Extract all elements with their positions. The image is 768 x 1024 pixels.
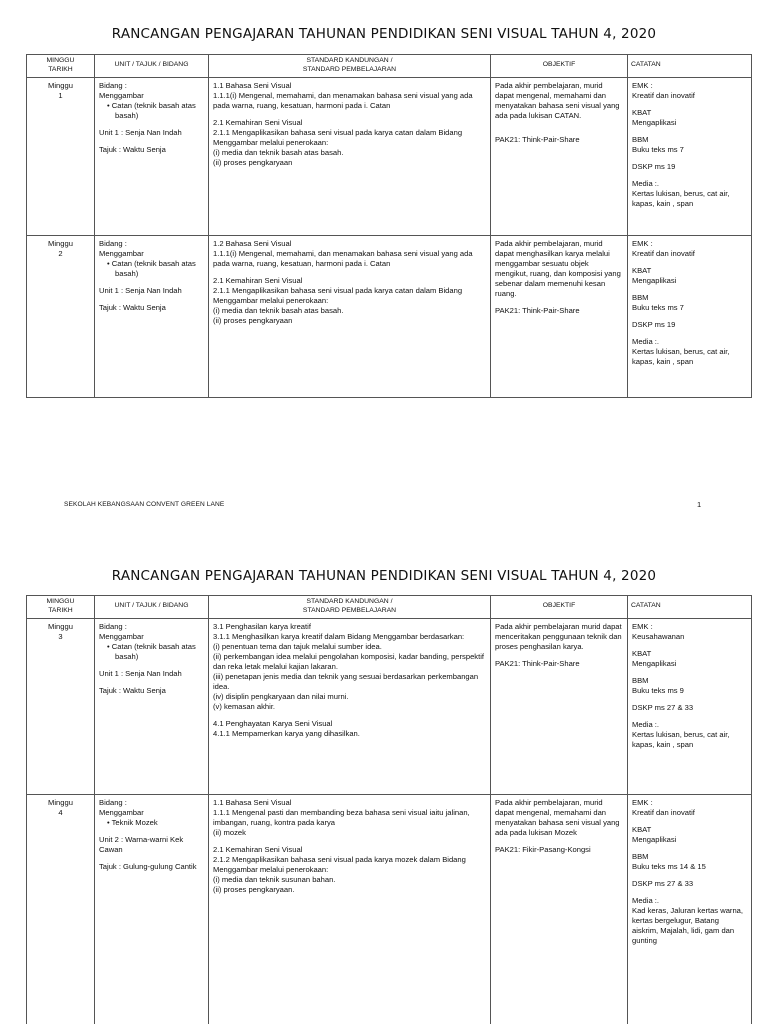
plan-table — [26, 595, 752, 1024]
cell-line: (i) media dan teknik basah atas basah. — [213, 306, 344, 316]
footer-school-name: SEKOLAH KEBANGSAAN CONVENT GREEN LANE — [64, 501, 225, 508]
cell-line: 3 — [58, 631, 63, 641]
header-unit: UNIT / TAJUK / BIDANG — [95, 55, 209, 78]
cell-line: Tajuk : Gulung-gulung Cantik — [99, 862, 197, 872]
standard-cell — [209, 794, 491, 1024]
footer-page-number: 1 — [697, 500, 702, 509]
cell-line — [632, 172, 747, 179]
cell-line: • Catan (teknik basah atas basah) — [107, 100, 196, 120]
cell-line — [495, 128, 623, 135]
cell-line: BBM — [632, 852, 649, 861]
cell-line: 2 — [58, 248, 63, 258]
cell-line: KBAT — [632, 648, 652, 658]
cell-line: Kreatif dan inovatif — [632, 807, 695, 817]
cell-line: (i) media dan teknik susunan bahan. — [213, 875, 336, 885]
table-row — [27, 235, 752, 397]
cell-line: Media :. — [632, 179, 660, 189]
cell-line: Tajuk : Waktu Senja — [99, 303, 166, 313]
cell-line — [632, 101, 747, 108]
cell-line: Minggu — [48, 621, 73, 631]
cell-line: • Catan (teknik basah atas basah) — [107, 258, 196, 278]
cell-line: Pada akhir pembelajaran, murid dapat mengenal, memahami dan menyatakan bahasa seni visual yang ada pada lukisan Mozek — [495, 797, 620, 837]
cell-line — [632, 286, 747, 293]
cell-line: (ii) proses pengkaryaan — [213, 316, 293, 326]
objective-cell — [491, 618, 628, 794]
cell-line — [213, 838, 486, 845]
header-objective: OBJEKTIF — [491, 55, 628, 78]
cell-line — [495, 121, 623, 128]
cell-line — [632, 696, 747, 703]
objective-cell — [491, 794, 628, 1024]
cell-line: Mengaplikasi — [632, 117, 677, 127]
unit-cell — [95, 235, 209, 397]
notes-cell — [628, 77, 752, 235]
cell-line: PAK21: Think-Pair-Share — [495, 135, 580, 144]
cell-line: Media :. — [632, 720, 660, 730]
standard-cell — [209, 618, 491, 794]
cell-line: (i) penentuan tema dan tajuk melalui sumber idea. — [213, 641, 382, 651]
page-title: RANCANGAN PENGAJARAN TAHUNAN PENDIDIKAN SENI VISUAL TAHUN 4, 2020 — [111, 26, 657, 42]
cell-line: Unit 1 : Senja Nan Indah — [99, 128, 182, 137]
header-objective: OBJEKTIF — [491, 596, 628, 619]
cell-line: (iii) penetapan jenis media dan teknik yang sesuai berdasarkan perkembangan idea. — [213, 672, 479, 692]
cell-line: Keusahawanan — [632, 631, 685, 641]
header-week: MINGGU TARIKH — [27, 55, 95, 78]
cell-line — [632, 889, 747, 896]
cell-line: Bidang : — [99, 238, 127, 248]
cell-line — [632, 713, 747, 720]
cell-line — [632, 669, 747, 676]
cell-line — [213, 712, 486, 719]
cell-line — [632, 818, 747, 825]
cell-line: Kad keras, Jaluran kertas warna, kertas bergelugur, Batang aiskrim, Majalah, lidi, gam dan gunting — [632, 906, 744, 946]
cell-line: KBAT — [632, 107, 652, 117]
cell-line: • Teknik Mozek — [107, 817, 158, 827]
table-header-row — [27, 55, 752, 78]
cell-line — [632, 313, 747, 320]
cell-line: Media :. — [632, 896, 660, 906]
cell-line: Pada akhir pembelajaran murid dapat menceritakan penggunaan teknik dan proses penghasilan karya. — [495, 621, 622, 651]
page-title: RANCANGAN PENGAJARAN TAHUNAN PENDIDIKAN SENI VISUAL TAHUN 4, 2020 — [111, 568, 657, 584]
unit-cell — [95, 77, 209, 235]
header-notes: CATATAN — [628, 596, 752, 619]
cell-line — [495, 652, 623, 659]
cell-line: (ii) perkembangan idea melalui pengolahan komposisi, kadar banding, perspektif dan reka letak melalui kajian lakaran. — [213, 651, 485, 671]
cell-line: PAK21: Fikir-Pasang-Kongsi — [495, 845, 591, 854]
cell-line — [99, 296, 204, 303]
cell-line — [99, 121, 204, 128]
cell-line: Bidang : — [99, 80, 127, 90]
cell-line — [632, 845, 747, 852]
cell-line: 2.1.1 Mengaplikasikan bahasa seni visual pada karya catan dalam Bidang Menggambar melalui penerokaan: — [213, 286, 463, 306]
cell-line: Buku teks ms 14 & 15 — [632, 862, 706, 872]
header-standard: STANDARD KANDUNGAN / STANDARD PEMBELAJARAN — [209, 55, 491, 78]
cell-line: 1.1.1(i) Mengenal, memahami, dan menamakan bahasa seni visual yang ada pada warna, ruang, kesatuan, harmoni pada i. Catan — [213, 90, 473, 110]
cell-line — [99, 855, 204, 862]
week-cell — [27, 77, 95, 235]
cell-line: Tajuk : Waktu Senja — [99, 686, 166, 696]
cell-line: 1.1 Bahasa Seni Visual — [213, 797, 292, 807]
cell-line: Bidang : — [99, 621, 127, 631]
plan-table — [26, 54, 752, 398]
cell-line: 2.1 Kemahiran Seni Visual — [213, 845, 303, 854]
cell-line — [632, 155, 747, 162]
notes-cell — [628, 618, 752, 794]
cell-line: KBAT — [632, 265, 652, 275]
cell-line: (iv) disiplin pengkaryaan dan nilai murni. — [213, 692, 349, 702]
cell-line: 4.1 Penghayatan Karya Seni Visual — [213, 719, 333, 729]
cell-line: Mengaplikasi — [632, 275, 677, 285]
cell-line: Kreatif dan inovatif — [632, 248, 695, 258]
cell-line: Kertas lukisan, berus, cat air, kapas, kain , span — [632, 730, 730, 750]
cell-line: Mengaplikasi — [632, 834, 677, 844]
cell-line: 2.1 Kemahiran Seni Visual — [213, 275, 303, 285]
header-week: MINGGU TARIKH — [27, 596, 95, 619]
cell-line: 2.1.2 Mengaplikasikan bahasa seni visual pada karya mozek dalam Bidang Menggambar melalui penerokaan: — [213, 855, 466, 875]
standard-cell — [209, 77, 491, 235]
cell-line: DSKP ms 19 — [632, 162, 676, 172]
cell-line: Unit 2 : Warna-warni Kek Cawan — [99, 834, 184, 854]
cell-line — [213, 269, 486, 276]
cell-line — [99, 679, 204, 686]
cell-line: DSKP ms 27 & 33 — [632, 703, 694, 713]
cell-line: Buku teks ms 9 — [632, 686, 684, 696]
header-notes: CATATAN — [628, 55, 752, 78]
notes-cell — [628, 794, 752, 1024]
week-cell — [27, 235, 95, 397]
cell-line: Unit 1 : Senja Nan Indah — [99, 669, 182, 678]
cell-line: 4.1.1 Mempamerkan karya yang dihasilkan. — [213, 729, 360, 739]
cell-line: 1.1.1 Mengenal pasti dan membanding beza bahasa seni visual iaitu jalinan, imbangan, ruang, kontra pada karya — [213, 807, 470, 827]
cell-line: (ii) proses pengkaryaan. — [213, 885, 295, 895]
standard-cell — [209, 235, 491, 397]
cell-line: BBM — [632, 135, 649, 144]
unit-cell — [95, 618, 209, 794]
cell-line: Tajuk : Waktu Senja — [99, 145, 166, 155]
cell-line — [632, 128, 747, 135]
cell-line: (i) media dan teknik basah atas basah. — [213, 148, 344, 158]
cell-line: 1.1 Bahasa Seni Visual — [213, 80, 292, 90]
cell-line — [632, 642, 747, 649]
cell-line — [99, 828, 204, 835]
cell-line: 1 — [58, 90, 63, 100]
cell-line: Pada akhir pembelajaran, murid dapat mengenal, memahami dan menyatakan bahasa seni visual yang ada pada lukisan CATAN. — [495, 80, 620, 120]
cell-line — [495, 299, 623, 306]
week-cell — [27, 794, 95, 1024]
cell-line: PAK21: Think-Pair-Share — [495, 306, 580, 316]
cell-line: Menggambar — [99, 248, 144, 258]
cell-line — [99, 279, 204, 286]
cell-line: DSKP ms 19 — [632, 320, 676, 330]
cell-line: Kertas lukisan, berus, cat air, kapas, kain , span — [632, 347, 730, 367]
cell-line: 4 — [58, 807, 63, 817]
cell-line: Menggambar — [99, 631, 144, 641]
table-row — [27, 77, 752, 235]
cell-line: Mengaplikasi — [632, 658, 677, 668]
cell-line: Kertas lukisan, berus, cat air, kapas, kain , span — [632, 189, 730, 209]
cell-line: 3.1 Penghasilan karya kreatif — [213, 621, 311, 631]
cell-line: 2.1.1 Mengaplikasikan bahasa seni visual pada karya catan dalam Bidang Menggambar melalui penerokaan: — [213, 128, 463, 148]
cell-line: Kreatif dan inovatif — [632, 90, 695, 100]
cell-line: Bidang : — [99, 797, 127, 807]
week-cell — [27, 618, 95, 794]
cell-line: 1.1.1(i) Mengenal, memahami, dan menamakan bahasa seni visual yang ada pada warna, ruang, kesatuan, harmoni pada i. Catan — [213, 248, 473, 268]
cell-line — [213, 111, 486, 118]
cell-line: (ii) proses pengkaryaan — [213, 158, 293, 168]
cell-line: Minggu — [48, 80, 73, 90]
cell-line: Media :. — [632, 337, 660, 347]
objective-cell — [491, 235, 628, 397]
notes-cell — [628, 235, 752, 397]
cell-line: • Catan (teknik basah atas basah) — [107, 641, 196, 661]
cell-line: Menggambar — [99, 807, 144, 817]
cell-line: PAK21: Think-Pair-Share — [495, 658, 580, 668]
cell-line: DSKP ms 27 & 33 — [632, 879, 694, 889]
cell-line: EMK : — [632, 238, 653, 248]
cell-line: EMK : — [632, 80, 653, 90]
table-header-row — [27, 596, 752, 619]
cell-line: EMK : — [632, 621, 653, 631]
cell-line — [495, 838, 623, 845]
cell-line: KBAT — [632, 824, 652, 834]
cell-line: EMK : — [632, 797, 653, 807]
table-row — [27, 794, 752, 1024]
cell-line: 2.1 Kemahiran Seni Visual — [213, 117, 303, 127]
cell-line: Pada akhir pembelajaran, murid dapat menghasilkan karya melalui menggambar sesuatu objek mengikut, ruang, dan komposisi yang — [495, 238, 621, 278]
objective-cell — [491, 77, 628, 235]
cell-line — [632, 330, 747, 337]
header-unit: UNIT / TAJUK / BIDANG — [95, 596, 209, 619]
cell-line: BBM — [632, 293, 649, 302]
cell-line: Minggu — [48, 238, 73, 248]
cell-line: Buku teks ms 7 — [632, 303, 684, 313]
cell-line — [99, 138, 204, 145]
header-standard: STANDARD KANDUNGAN / STANDARD PEMBELAJARAN — [209, 596, 491, 619]
unit-cell — [95, 794, 209, 1024]
cell-line: Minggu — [48, 797, 73, 807]
cell-line: Menggambar — [99, 90, 144, 100]
cell-line: BBM — [632, 676, 649, 685]
cell-line: Unit 1 : Senja Nan Indah — [99, 286, 182, 295]
cell-line: sebenar dalam memenuhi kesan ruang. — [495, 279, 606, 299]
cell-line — [99, 662, 204, 669]
cell-line — [632, 872, 747, 879]
cell-line — [632, 259, 747, 266]
cell-line: 3.1.1 Menghasilkan karya kreatif dalam Bidang Menggambar berdasarkan: — [213, 631, 465, 641]
table-row — [27, 618, 752, 794]
cell-line: (ii) mozek — [213, 827, 246, 837]
cell-line: 1.2 Bahasa Seni Visual — [213, 238, 292, 248]
cell-line: (v) kemasan akhir. — [213, 702, 276, 712]
cell-line: Buku teks ms 7 — [632, 145, 684, 155]
